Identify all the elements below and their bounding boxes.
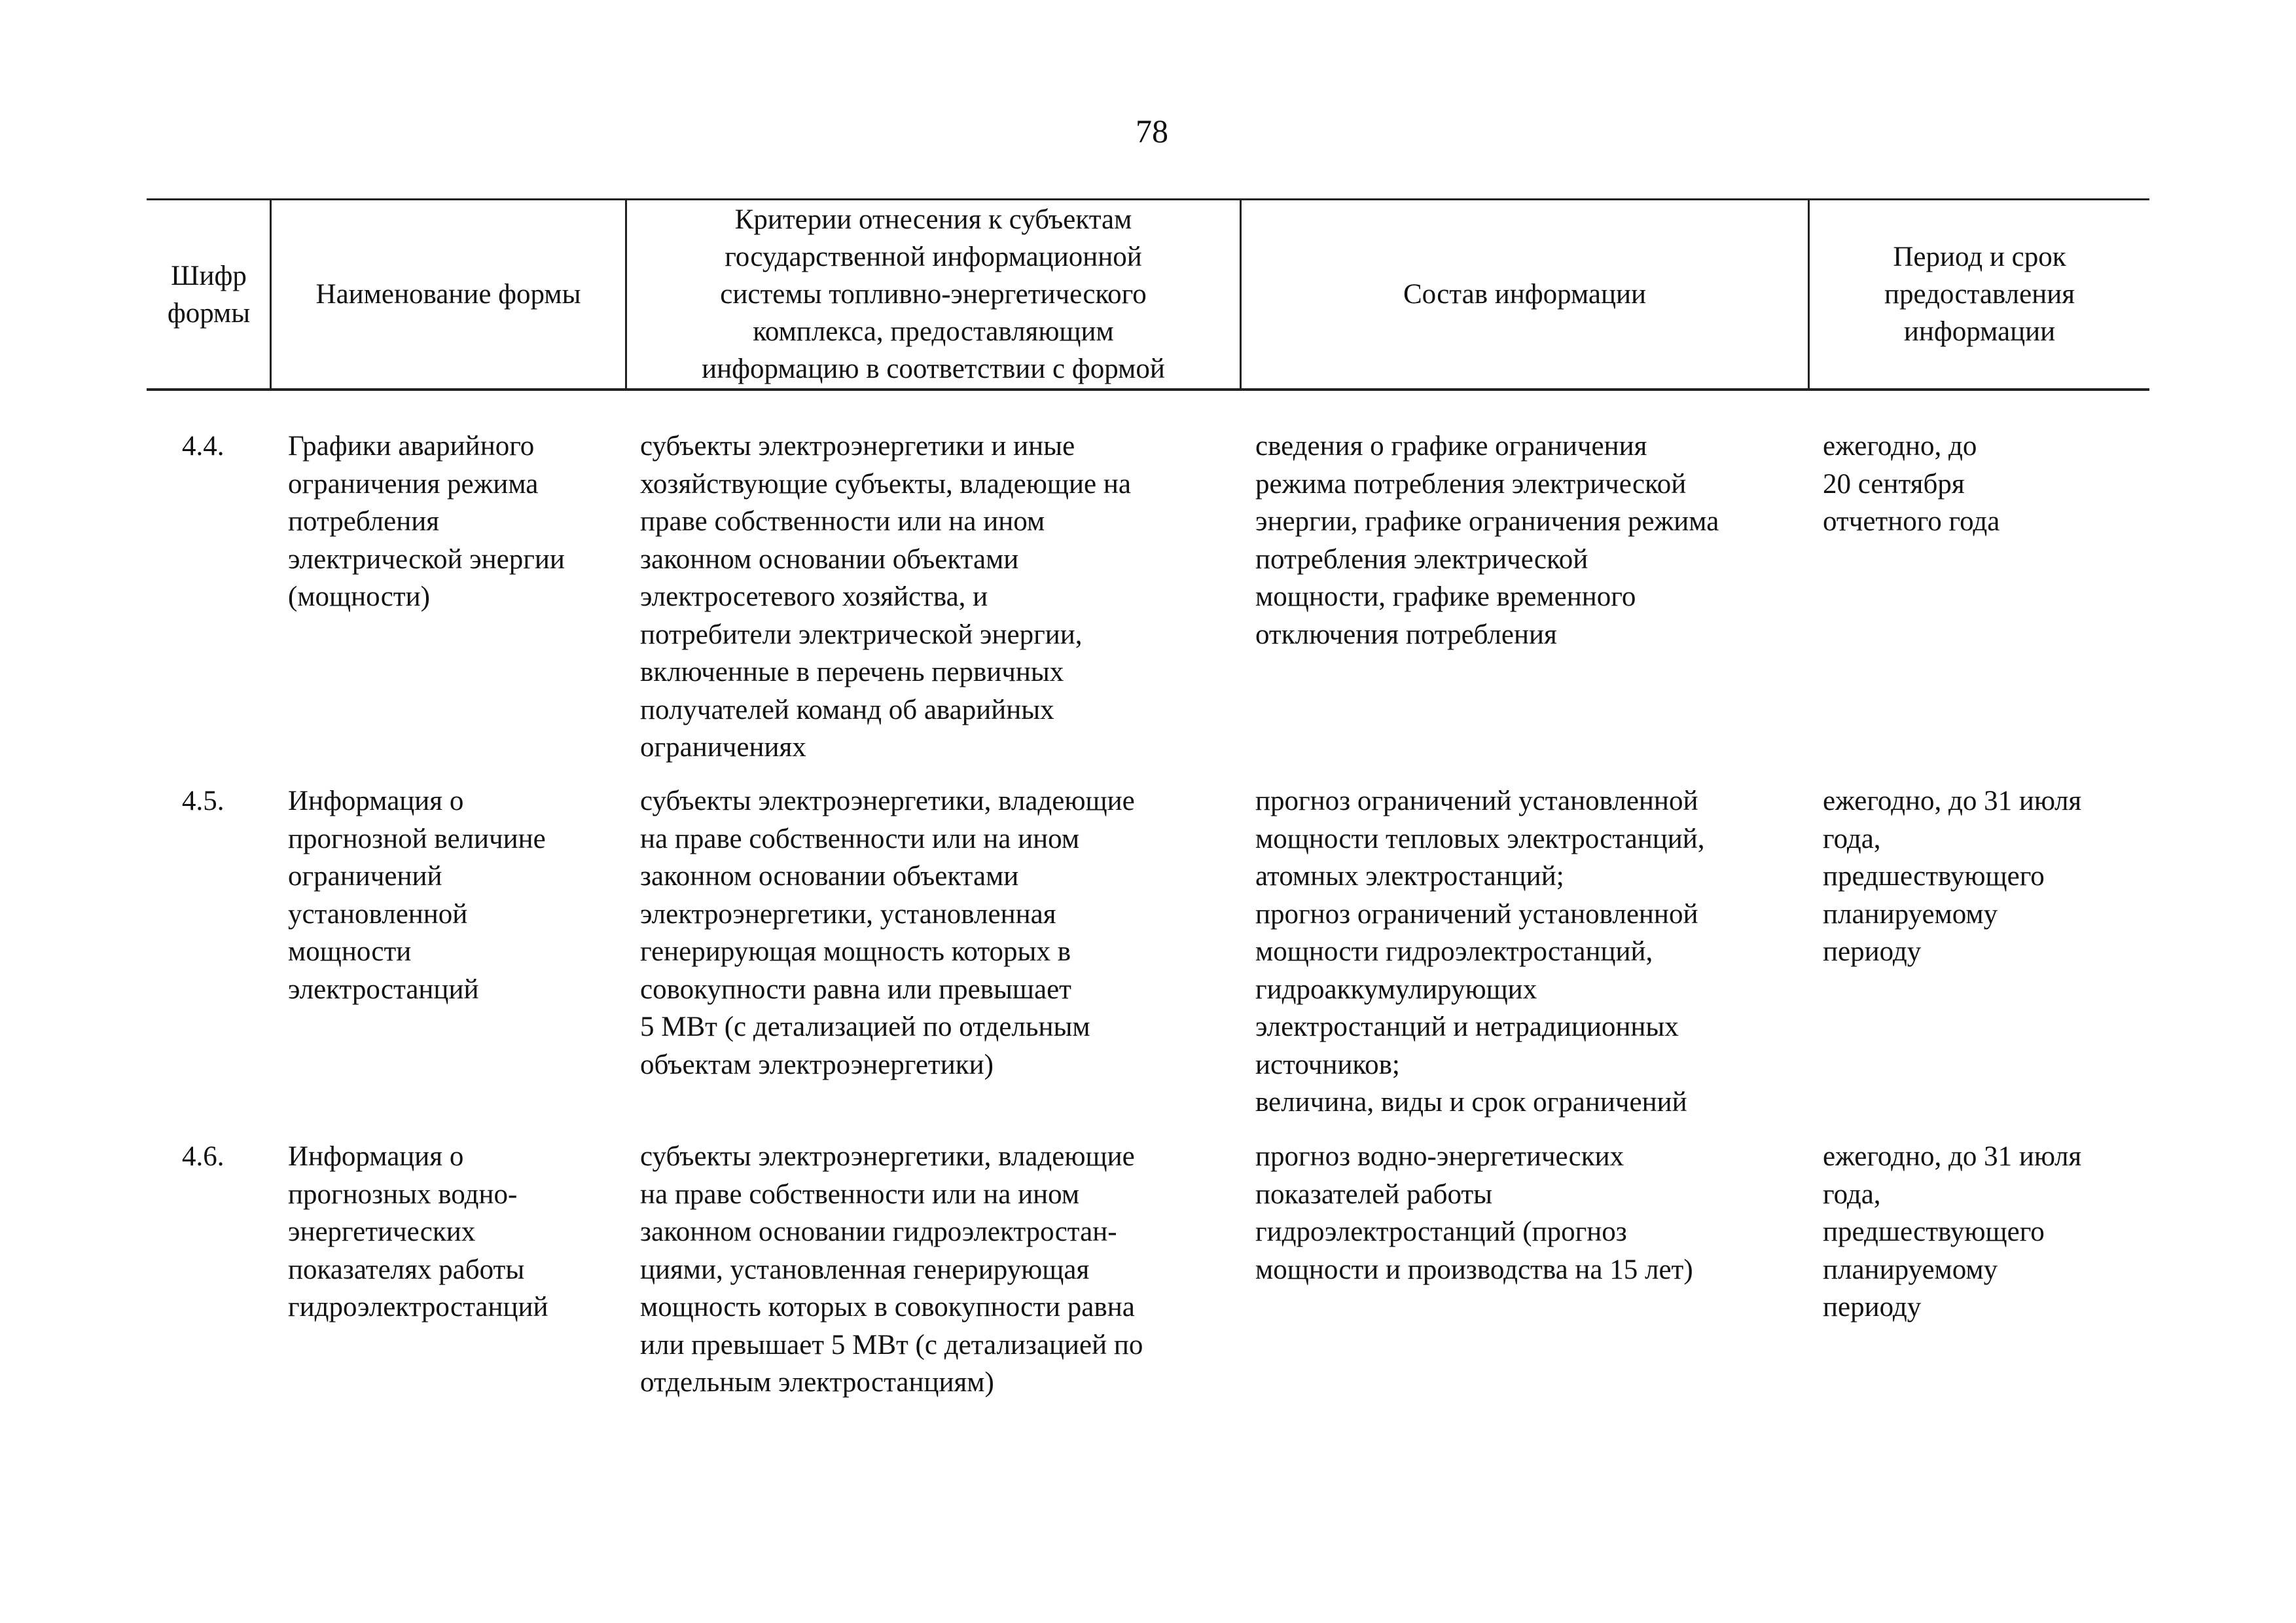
row-form-name: Графики аварийного ограничения режима потребления электрической энергии (мощности) (288, 431, 565, 612)
header-period (1810, 200, 2149, 388)
header-criteria-text: Критерии отнесения к субъектам государственной информационной системы топливно-энергетического комплекса, предоставляющим информацию в соответствии с формой (702, 204, 1165, 384)
header-form-code-text: Шифр формы (167, 260, 251, 329)
row-content: прогноз ограничений установленной мощности тепловых электростанций, атомных электростанций; прогноз ограничений установленной мощности гидроэлектростанций, гидроаккумулирующих электростанций и нетрадиционных источников; величина, виды и срок ограничений (1255, 786, 1705, 1118)
header-content-text: Состав информации (1403, 279, 1647, 310)
row-content: прогноз водно-энергетических показателей работы гидроэлектростанций (прогноз мощности и производства на 15 лет) (1255, 1141, 1693, 1285)
row-period: ежегодно, до 20 сентября отчетного года (1823, 431, 2000, 537)
row-content: сведения о графике ограничения режима потребления электрической энергии, графике ограничения режима потребления электрической мощности, графике временного отключения потребления (1255, 431, 1719, 650)
header-form-name (272, 200, 625, 388)
header-criteria (627, 200, 1240, 388)
row-period: ежегодно, до 31 июля года, предшествующего планируемому периоду (1823, 1141, 2082, 1322)
row-criteria: субъекты электроэнергетики и иные хозяйствующие субъекты, владеющие на праве собственности или на ином законном основании объектами электросетевого хозяйства, и потребители электрической энергии, включенные в перечень первичных получателей команд об аварийных ограничениях (640, 431, 1131, 763)
row-form-code: 4.4. (182, 431, 224, 462)
row-form-code: 4.6. (182, 1141, 224, 1172)
row-criteria: субъекты электроэнергетики, владеющие на праве собственности или на ином законном основании гидроэлектростан- циями, установленная генерирующая мощность которых в совокупности равна или превышает 5 МВт (с детализацией по отдельным электростанциям) (640, 1141, 1143, 1398)
row-period: ежегодно, до 31 июля года, предшествующего планируемому периоду (1823, 786, 2082, 967)
header-content (1242, 200, 1808, 388)
header-form-code (148, 200, 270, 388)
header-bottom-rule (147, 388, 2149, 391)
header-form-name-text: Наименование формы (315, 279, 581, 310)
row-form-name: Информация о прогнозных водно- энергетических показателях работы гидроэлектростанций (288, 1141, 548, 1322)
row-form-code: 4.5. (182, 786, 224, 816)
row-form-name: Информация о прогнозной величине ограничений установленной мощности электростанций (288, 786, 546, 1005)
header-period-text: Период и срок предоставления информации (1884, 242, 2075, 347)
row-criteria: субъекты электроэнергетики, владеющие на праве собственности или на ином законном основании объектами электроэнергетики, установленная генерирующая мощность которых в совокупности равна или превышает 5 МВт (с детализацией по отдельным объектам электроэнергетики) (640, 786, 1135, 1080)
page-number: 78 (1136, 113, 1168, 149)
